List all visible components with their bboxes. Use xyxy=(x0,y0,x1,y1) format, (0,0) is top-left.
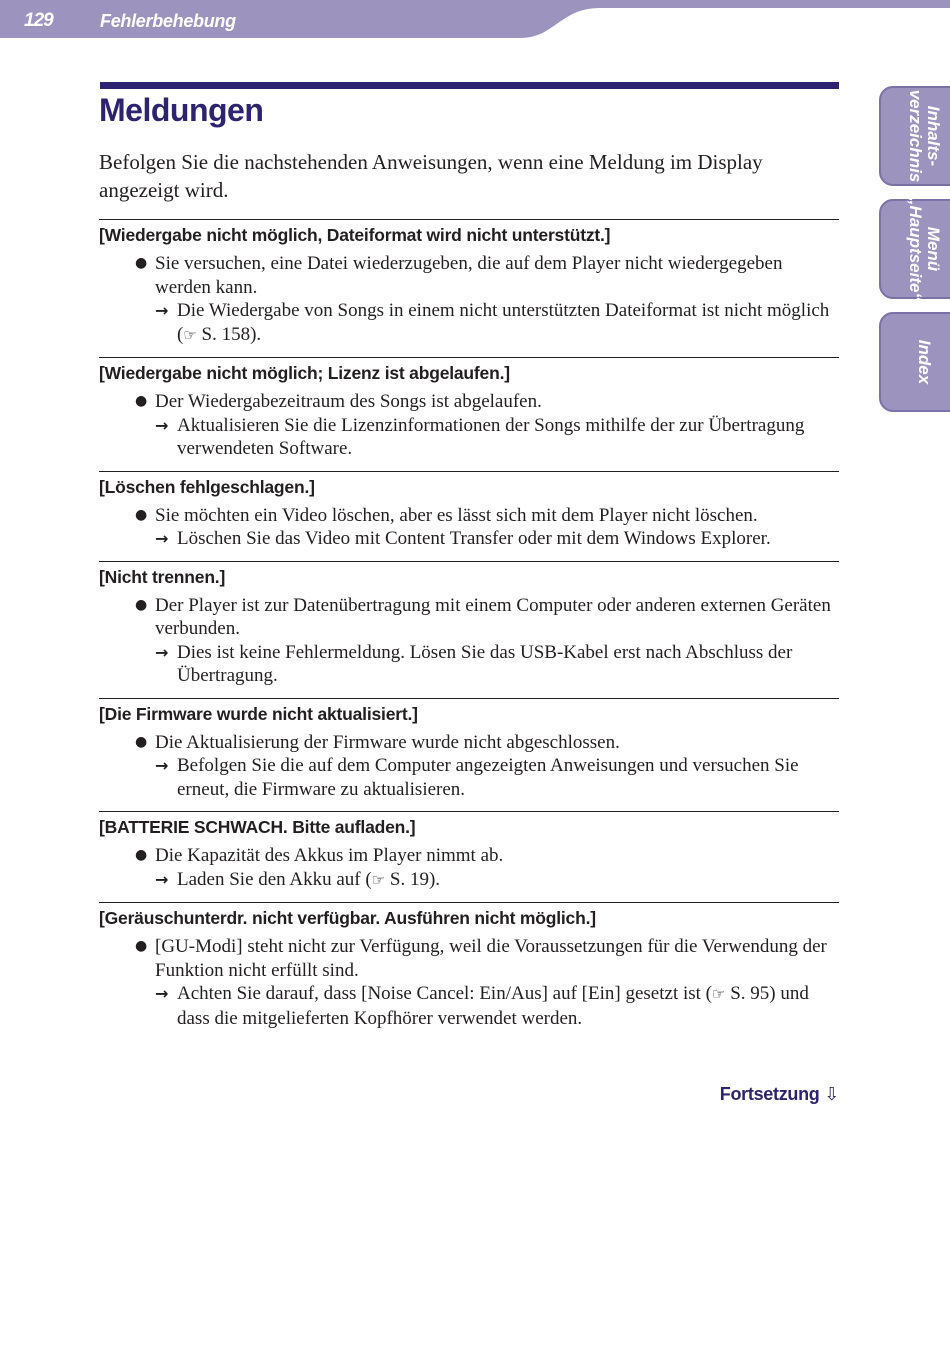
bullet-icon: ● xyxy=(135,938,148,954)
page-reference[interactable]: S. 158 xyxy=(201,323,251,345)
tab-table-of-contents-label: Inhalts- verzeichnis xyxy=(906,89,943,183)
arrow-right-icon: → xyxy=(155,869,169,889)
message-heading: [Nicht trennen.] xyxy=(99,566,226,587)
tab-table-of-contents[interactable] xyxy=(879,86,950,186)
pointing-hand-icon: ☞ xyxy=(712,985,726,1003)
arrow-right-icon: → xyxy=(155,415,169,435)
bullet-icon: ● xyxy=(135,393,148,409)
arrow-right-icon: → xyxy=(155,301,169,320)
message-section xyxy=(99,357,839,471)
page-number: 129 xyxy=(24,10,53,31)
intro-text: Befolgen Sie die nachstehenden Anweisungen, wenn eine Meldung im Display angezeigt wird. xyxy=(99,150,763,202)
remedy-item: → Achten Sie darauf, dass [Noise Cancel: Ein/Aus] auf [Ein] gesetzt ist (☞ S. 95) und dass die mitgelieferten Kopfhörer verwendet werden. xyxy=(155,983,809,1029)
continue-label: Fortsetzung xyxy=(719,1084,820,1104)
message-heading: [Geräuschunterdr. nicht verfügbar. Ausführen nicht möglich.] xyxy=(99,908,596,928)
message-section xyxy=(99,698,839,812)
arrow-right-icon: → xyxy=(155,984,169,1003)
arrow-down-icon: ⇩ xyxy=(824,1084,839,1105)
cause-item: ● Sie möchten ein Video löschen, aber es lässt sich mit dem Player nicht löschen. xyxy=(135,504,758,526)
tab-home-menu-label: Menü „Hauptseite“ xyxy=(906,197,943,301)
message-heading: [Wiedergabe nicht möglich, Dateiformat wird nicht unterstützt.] xyxy=(99,225,611,245)
bullet-icon: ● xyxy=(135,506,148,523)
header-band xyxy=(0,0,950,40)
message-section xyxy=(99,219,839,357)
cause-item: ● Der Wiedergabezeitraum des Songs ist abgelaufen. xyxy=(135,391,542,412)
title-rule xyxy=(100,82,839,89)
remedy-item: → Die Wiedergabe von Songs in einem nicht unterstützten Dateiformat ist nicht möglich (☞ S. 158). xyxy=(155,300,830,345)
message-heading: [Die Firmware wurde nicht aktualisiert.] xyxy=(99,703,418,724)
pointing-hand-icon: ☞ xyxy=(371,870,386,889)
message-heading: [Wiedergabe nicht möglich; Lizenz ist abgelaufen.] xyxy=(99,363,510,383)
message-section xyxy=(99,561,839,698)
bullet-icon: ● xyxy=(135,255,148,271)
message-section xyxy=(99,902,839,1030)
remedy-item: → Aktualisieren Sie die Lizenzinformationen der Songs mithilfe der zur Übertragung verwendeten Software. xyxy=(155,414,805,459)
tab-index-label: Index xyxy=(915,339,934,385)
remedy-item: → Dies ist keine Fehlermeldung. Lösen Sie das USB-Kabel erst nach Abschluss der Übertragung. xyxy=(155,641,793,686)
cause-item: ● Der Player ist zur Datenübertragung mit einem Computer oder anderen externen Geräten verbunden. xyxy=(135,594,831,639)
message-list xyxy=(99,219,839,1030)
cause-item: ● Die Aktualisierung der Firmware wurde nicht abgeschlossen. xyxy=(135,731,620,753)
bullet-icon: ● xyxy=(135,847,148,863)
remedy-item: → Laden Sie den Akku auf (☞ S. 19). xyxy=(155,868,441,890)
message-heading: [BATTERIE SCHWACH. Bitte aufladen.] xyxy=(99,817,416,837)
tab-home-menu[interactable] xyxy=(879,199,950,299)
remedy-item: → Löschen Sie das Video mit Content Transfer oder mit dem Windows Explorer. xyxy=(155,528,771,549)
pointing-hand-icon: ☞ xyxy=(183,325,197,344)
remedy-item: → Befolgen Sie die auf dem Computer angezeigten Anweisungen und versuchen Sie erneut, die Firmware zu aktualisieren. xyxy=(155,755,799,800)
cause-item: ● [GU-Modi] steht nicht zur Verfügung, weil die Voraussetzungen für die Verwendung der Funktion nicht erfüllt sind. xyxy=(135,936,827,981)
page-reference[interactable]: S. 95 xyxy=(730,983,770,1004)
bullet-icon: ● xyxy=(135,596,148,613)
tab-index[interactable] xyxy=(879,312,950,412)
page-reference[interactable]: S. 19 xyxy=(389,868,429,890)
arrow-right-icon: → xyxy=(155,529,169,548)
arrow-right-icon: → xyxy=(155,756,169,775)
message-heading: [Löschen fehlgeschlagen.] xyxy=(99,476,315,497)
section-name: Fehlerbehebung xyxy=(100,11,236,31)
message-section xyxy=(99,471,839,561)
cause-item: ● Sie versuchen, eine Datei wiederzugeben, die auf dem Player nicht wiedergegeben werden kann. xyxy=(135,253,783,298)
continue-link[interactable] xyxy=(720,1084,839,1105)
message-section xyxy=(99,811,839,902)
cause-item: ● Die Kapazität des Akkus im Player nimmt ab. xyxy=(135,845,504,866)
arrow-right-icon: → xyxy=(155,642,169,662)
page-title: Meldungen xyxy=(99,92,264,128)
bullet-icon: ● xyxy=(135,733,148,750)
